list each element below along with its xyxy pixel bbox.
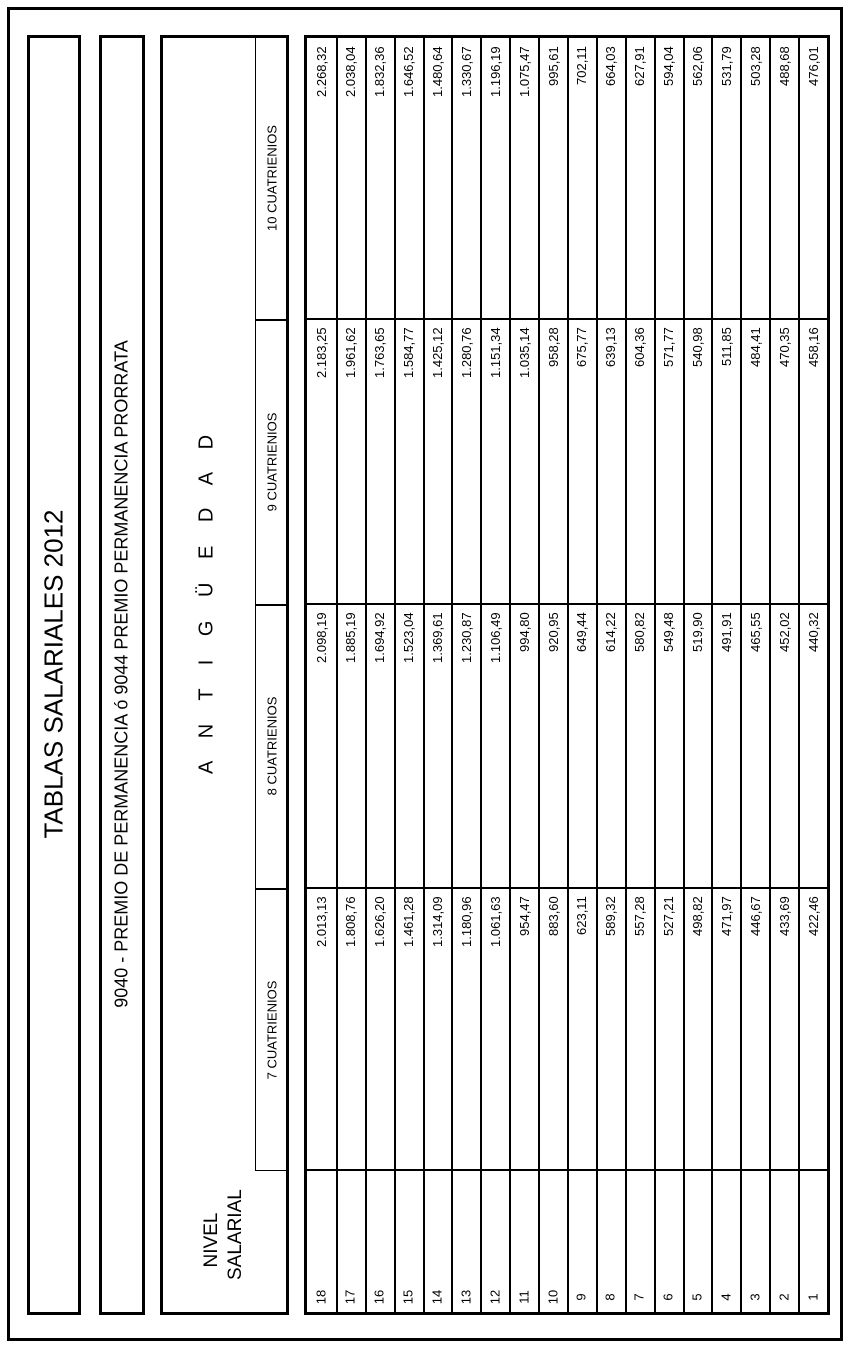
value-cell: 958,28 bbox=[545, 327, 561, 367]
page-subtitle: 9040 - PREMIO DE PERMANENCIA ó 9044 PREMIO PERMANENCIA PRORRATA bbox=[111, 340, 132, 1008]
col-header-8: 8 CUATRIENIOS bbox=[264, 696, 280, 796]
row-separator bbox=[625, 38, 627, 1312]
value-cell: 675,77 bbox=[574, 327, 590, 367]
value-cell: 1.694,92 bbox=[372, 612, 388, 663]
nivel-cell: 6 bbox=[660, 1293, 676, 1301]
value-cell: 639,13 bbox=[603, 327, 619, 367]
value-cell: 1.763,65 bbox=[372, 327, 388, 378]
header-divider-vertical bbox=[255, 35, 256, 1171]
value-cell: 1.035,14 bbox=[516, 327, 532, 378]
value-cell: 1.075,47 bbox=[516, 46, 532, 97]
value-cell: 511,85 bbox=[718, 327, 734, 366]
nivel-cell: 18 bbox=[313, 1289, 329, 1305]
value-cell: 562,06 bbox=[690, 46, 705, 86]
row-separator bbox=[654, 38, 656, 1312]
row-separator bbox=[769, 38, 771, 1312]
value-cell: 519,90 bbox=[690, 612, 705, 652]
value-cell: 531,79 bbox=[718, 46, 734, 86]
header-col-sep-2 bbox=[255, 604, 289, 606]
row-separator bbox=[711, 38, 713, 1312]
value-cell: 1.480,64 bbox=[430, 46, 445, 97]
col-header-7: 7 CUATRIENIOS bbox=[264, 980, 280, 1080]
row-separator bbox=[336, 38, 338, 1312]
value-cell: 623,11 bbox=[574, 896, 590, 935]
value-cell: 1.425,12 bbox=[430, 327, 445, 378]
value-cell: 1.832,36 bbox=[372, 46, 388, 97]
value-cell: 1.523,04 bbox=[401, 612, 417, 663]
value-cell: 594,04 bbox=[661, 46, 677, 86]
nivel-cell: 10 bbox=[545, 1289, 561, 1305]
value-cell: 458,16 bbox=[805, 327, 821, 367]
value-cell: 1.151,34 bbox=[487, 327, 503, 378]
value-cell: 1.061,63 bbox=[487, 896, 503, 947]
col-header-9: 9 CUATRIENIOS bbox=[264, 412, 280, 512]
header-col-sep-3 bbox=[255, 888, 289, 890]
row-separator bbox=[451, 38, 453, 1312]
nivel-cell: 15 bbox=[400, 1289, 416, 1305]
value-cell: 571,77 bbox=[661, 327, 677, 367]
value-cell: 540,98 bbox=[690, 327, 705, 367]
value-cell: 1.106,49 bbox=[487, 612, 503, 663]
value-cell: 484,41 bbox=[747, 327, 763, 367]
value-cell: 995,61 bbox=[545, 46, 561, 86]
value-cell: 1.584,77 bbox=[401, 327, 417, 378]
nivel-cell: 2 bbox=[776, 1293, 792, 1301]
value-cell: 527,21 bbox=[661, 896, 677, 936]
row-separator bbox=[538, 38, 540, 1312]
value-cell: 1.180,96 bbox=[458, 896, 474, 947]
row-separator bbox=[567, 38, 569, 1312]
value-cell: 2.183,25 bbox=[314, 327, 330, 378]
row-separator bbox=[740, 38, 742, 1312]
nivel-cell: 3 bbox=[747, 1293, 763, 1301]
value-cell: 1.330,67 bbox=[458, 46, 474, 97]
row-separator bbox=[394, 38, 396, 1312]
value-cell: 614,22 bbox=[603, 612, 619, 652]
nivel-cell: 4 bbox=[718, 1293, 734, 1301]
value-cell: 920,95 bbox=[545, 612, 561, 652]
nivel-cell: 8 bbox=[602, 1293, 618, 1301]
value-cell: 1.280,76 bbox=[458, 327, 474, 378]
row-separator bbox=[683, 38, 685, 1312]
value-cell: 452,02 bbox=[776, 612, 792, 652]
nivel-cell: 17 bbox=[342, 1289, 358, 1305]
header-divider-horizontal bbox=[255, 1170, 289, 1171]
header-col-sep-1 bbox=[255, 319, 289, 321]
value-cell: 491,91 bbox=[718, 612, 734, 652]
value-cell: 422,46 bbox=[805, 896, 821, 936]
nivel-salarial-label: NIVEL SALARIAL bbox=[201, 1189, 246, 1280]
value-cell: 476,01 bbox=[805, 46, 821, 86]
nivel-cell: 11 bbox=[516, 1290, 532, 1304]
value-cell: 994,80 bbox=[516, 612, 532, 652]
nivel-cell: 12 bbox=[487, 1289, 503, 1305]
nivel-cell: 9 bbox=[573, 1293, 589, 1301]
value-cell: 664,03 bbox=[603, 46, 619, 86]
value-cell: 549,48 bbox=[661, 612, 677, 652]
nivel-cell: 13 bbox=[458, 1289, 474, 1305]
value-cell: 1.885,19 bbox=[343, 612, 359, 663]
value-cell: 1.626,20 bbox=[372, 896, 388, 947]
nivel-cell: 16 bbox=[371, 1289, 387, 1305]
value-cell: 1.646,52 bbox=[401, 46, 417, 97]
nivel-cell: 14 bbox=[429, 1289, 445, 1305]
value-cell: 883,60 bbox=[545, 896, 561, 936]
value-cell: 1.461,28 bbox=[401, 896, 417, 947]
value-cell: 1.230,87 bbox=[458, 612, 474, 663]
page-title: TABLAS SALARIALES 2012 bbox=[38, 509, 69, 839]
value-cell: 627,91 bbox=[632, 46, 648, 86]
row-separator bbox=[596, 38, 598, 1312]
value-cell: 2.268,32 bbox=[314, 46, 330, 97]
value-cell: 702,11 bbox=[574, 46, 590, 85]
value-cell: 1.961,62 bbox=[343, 327, 359, 378]
row-separator bbox=[798, 38, 800, 1312]
value-cell: 1.808,76 bbox=[343, 896, 359, 947]
row-separator bbox=[480, 38, 482, 1312]
row-separator bbox=[423, 38, 425, 1312]
value-cell: 954,47 bbox=[516, 896, 532, 936]
value-cell: 557,28 bbox=[632, 896, 648, 936]
value-cell: 604,36 bbox=[632, 327, 648, 367]
value-cell: 580,82 bbox=[632, 612, 648, 652]
value-cell: 446,67 bbox=[747, 896, 763, 936]
value-cell: 433,69 bbox=[776, 896, 792, 936]
value-cell: 1.314,09 bbox=[430, 896, 445, 947]
value-cell: 440,32 bbox=[805, 612, 821, 652]
value-cell: 649,44 bbox=[574, 612, 590, 652]
value-cell: 2.013,13 bbox=[314, 896, 330, 947]
value-cell: 465,55 bbox=[747, 612, 763, 652]
row-separator bbox=[509, 38, 511, 1312]
value-cell: 1.369,61 bbox=[430, 612, 445, 663]
value-cell: 498,82 bbox=[690, 896, 705, 936]
value-cell: 470,35 bbox=[776, 327, 792, 367]
value-cell: 1.196,19 bbox=[487, 46, 503, 97]
value-cell: 488,68 bbox=[776, 46, 792, 86]
value-cell: 2.038,04 bbox=[343, 46, 359, 97]
value-cell: 503,28 bbox=[747, 46, 763, 86]
value-cell: 471,97 bbox=[718, 896, 734, 936]
nivel-cell: 1 bbox=[805, 1293, 821, 1301]
row-separator bbox=[365, 38, 367, 1312]
value-cell: 2.098,19 bbox=[314, 612, 330, 663]
value-cell: 589,32 bbox=[603, 896, 619, 936]
col-header-10: 10 CUATRIENIOS bbox=[264, 125, 280, 231]
nivel-cell: 7 bbox=[631, 1293, 647, 1301]
antiguedad-label: A N T I G Ü E D A D bbox=[195, 425, 218, 775]
nivel-cell: 5 bbox=[689, 1293, 705, 1301]
